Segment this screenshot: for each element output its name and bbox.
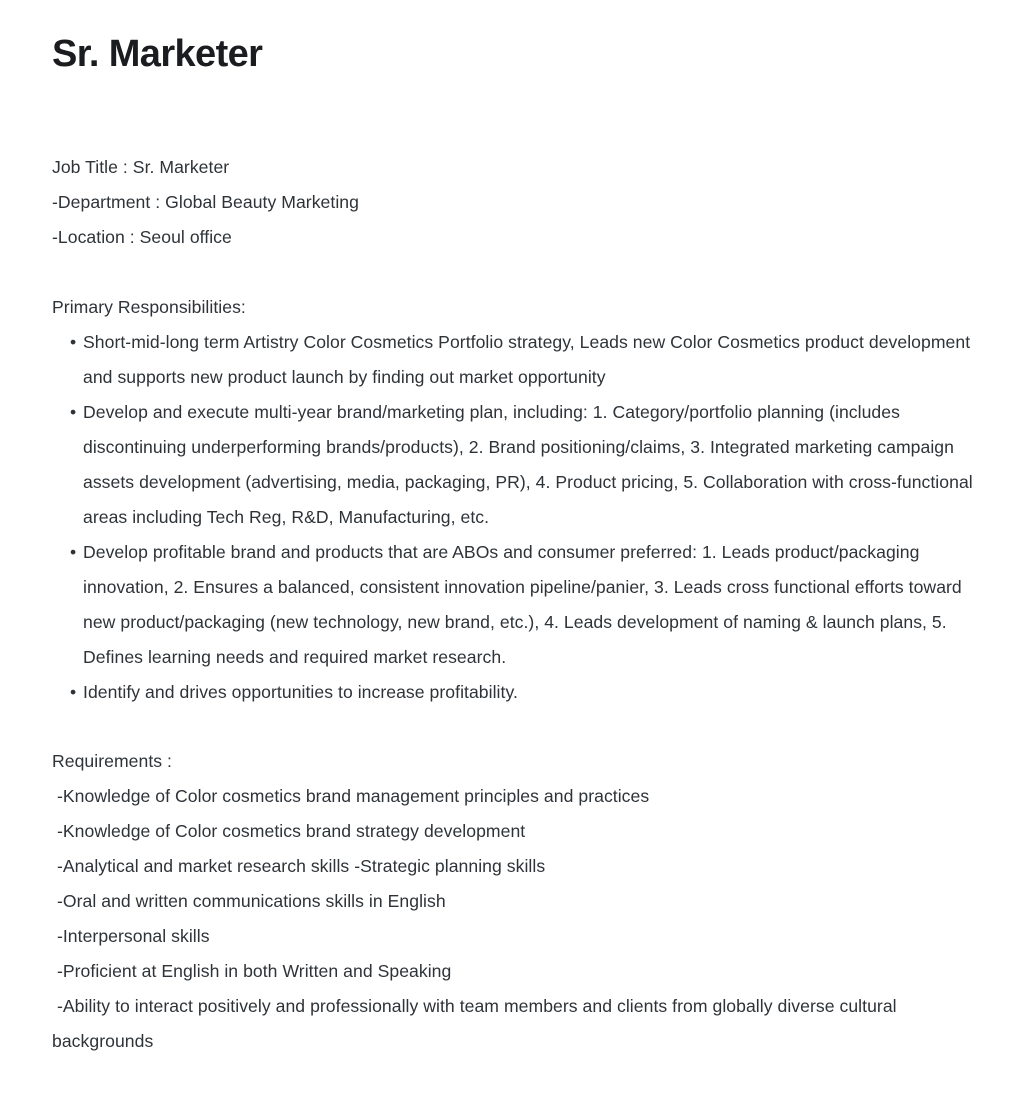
list-item: -Knowledge of Color cosmetics brand management principles and practices (52, 786, 650, 806)
list-item: -Knowledge of Color cosmetics brand strategy development (52, 821, 526, 841)
list-item: -Ability to interact positively and professionally with team members and clients from globally diverse cultural backgrounds (52, 996, 902, 1051)
responsibilities-heading: Primary Responsibilities: (52, 297, 246, 317)
list-item: -Oral and written communications skills in English (52, 891, 446, 911)
document-body (0, 150, 1023, 1059)
bullet-icon: • (70, 682, 77, 702)
list-item (52, 675, 990, 710)
bullet-icon: • (70, 542, 77, 562)
meta-line-job-title: Job Title : Sr. Marketer (52, 157, 230, 177)
responsibilities-list (52, 325, 990, 710)
requirements-list (52, 779, 990, 1059)
requirements-heading: Requirements : (52, 751, 172, 771)
meta-line-location: -Location : Seoul office (52, 227, 232, 247)
list-item: -Interpersonal skills (52, 926, 210, 946)
list-item-text: Identify and drives opportunities to increase profitability. (83, 682, 518, 702)
list-item-text: Develop profitable brand and products that are ABOs and consumer preferred: 1. Leads product/packaging innovation, 2. Ensures a balanced, consistent innovation pipeline/panier, 3. Leads cross functional efforts toward new product/packaging (new technology, new brand, etc.), 4. Leads development of naming & launch plans, 5. Defines learning needs and required market research. (83, 542, 962, 667)
page-title: Sr. Marketer (52, 33, 263, 75)
list-item (52, 325, 990, 395)
list-item-text: Develop and execute multi-year brand/marketing plan, including: 1. Category/portfolio planning (includes discontinuing underperforming brands/products), 2. Brand positioning/claims, 3. Integrated marketing campaign assets development (advertising, media, packaging, PR), 4. Product pricing, 5. Collaboration with cross-functional areas including Tech Reg, R&D, Manufacturing, etc. (83, 402, 973, 527)
list-item (52, 535, 990, 675)
list-item (52, 395, 990, 535)
list-item: -Proficient at English in both Written and Speaking (52, 961, 452, 981)
bullet-icon: • (70, 332, 77, 352)
list-item: -Analytical and market research skills -Strategic planning skills (52, 856, 546, 876)
responsibilities-requirements-spacer (52, 710, 990, 744)
meta-line-department: -Department : Global Beauty Marketing (52, 192, 359, 212)
list-item-text: Short-mid-long term Artistry Color Cosmetics Portfolio strategy, Leads new Color Cosmetics product development and supports new product launch by finding out market opportunity (83, 332, 971, 387)
meta-responsibilities-spacer (52, 255, 990, 290)
bullet-icon: • (70, 402, 77, 422)
